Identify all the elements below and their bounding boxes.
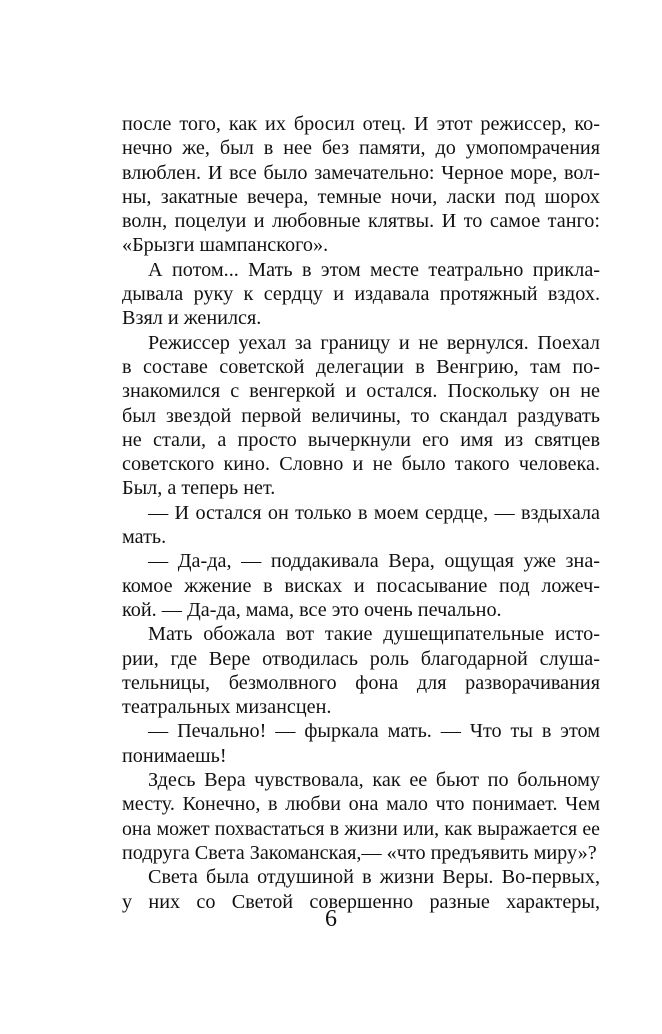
text-line: — Да-да, — поддакивала Вера, ощущая уже зна-	[148, 550, 600, 573]
text-line: «Брызги шампанского».	[122, 234, 329, 257]
text-line: советского кино. Словно и не было такого человека.	[122, 453, 600, 476]
text-line: комое жжение в висках и посасывание под ложеч-	[122, 574, 600, 597]
text-line: волн, поцелуи и любовные клятвы. И то самое танго:	[122, 210, 600, 233]
text-line: — И остался он только в моем сердце, — вздыхала	[148, 501, 600, 524]
text-line: тельницы, безмолвного фона для разворачивания	[122, 671, 600, 694]
text-line: Мать обожала вот такие душещипательные исто-	[148, 623, 600, 646]
text-line: в составе советской делегации в Венгрию, там по-	[122, 355, 600, 378]
text-line: Света была отдушиной в жизни Веры. Во-первых,	[148, 866, 600, 889]
text-line: ны, закатные вечера, темные ночи, ласки под шорох	[122, 185, 600, 208]
text-line: был звездой первой величины, то скандал раздувать	[122, 404, 600, 427]
text-line: понимаешь!	[122, 744, 227, 767]
text-line: у них со Светой совершенно разные характеры,	[122, 890, 600, 913]
text-line: месту. Конечно, в любви она мало что понимает. Чем	[122, 793, 600, 816]
text-line: кой. — Да-да, мама, все это очень печально.	[122, 598, 502, 621]
text-line: Режиссер уехал за границу и не вернулся. Поехал	[148, 331, 600, 354]
text-line: знакомился с венгеркой и остался. Поскольку он не	[122, 380, 600, 403]
page-number: 6	[325, 906, 337, 932]
text-line: Был, а теперь нет.	[122, 477, 276, 500]
text-line: Здесь Вера чувствовала, как ее бьют по больному	[148, 769, 600, 792]
text-line: она может похвастаться в жизни или, как выражается ее	[122, 817, 600, 840]
text-line: нечно же, был в нее без памяти, до умопомрачения	[122, 137, 600, 160]
text-line: рии, где Вере отводилась роль благодарной слуша-	[122, 647, 600, 670]
text-line: — Печально! — фыркала мать. — Что ты в этом	[148, 720, 600, 743]
text-line: после того, как их бросил отец. И этот режиссер, ко-	[122, 113, 600, 135]
text-line: дывала руку к сердцу и издавала протяжный вздох.	[122, 283, 600, 306]
text-line: влюблен. И все было замечательно: Черное море, вол-	[122, 161, 600, 184]
text-line: не стали, а просто вычеркнули его имя из святцев	[122, 428, 600, 451]
text-line: А потом... Мать в этом месте театрально прикла-	[148, 258, 600, 281]
text-line: Взял и женился.	[122, 307, 262, 330]
text-line: подруга Света Закоманская,— «что предъявить миру»?	[122, 841, 597, 864]
text-line: театральных мизансцен.	[122, 696, 332, 719]
body-text	[122, 112, 600, 914]
text-line: мать.	[122, 526, 167, 549]
